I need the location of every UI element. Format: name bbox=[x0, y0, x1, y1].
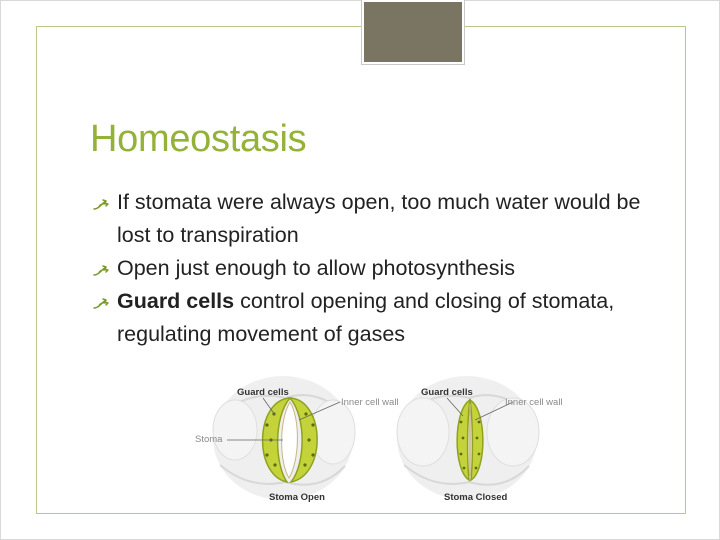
stomata-diagram bbox=[195, 370, 575, 510]
bullet-text: control opening and closing of stomata, regulating movement of gases bbox=[117, 289, 615, 346]
bullet-item bbox=[90, 186, 650, 252]
guard-cells-closed bbox=[457, 400, 483, 480]
accent-bar bbox=[362, 0, 464, 64]
stoma-closed-caption: Stoma Closed bbox=[444, 492, 508, 503]
decorative-swirl-icon bbox=[93, 296, 113, 310]
inner-cell-wall-label-open: Inner cell wall bbox=[341, 397, 399, 408]
slide-title: Homeostasis bbox=[90, 118, 307, 160]
guard-cells-label-open: Guard cells bbox=[237, 387, 289, 398]
inner-cell-wall-label-closed: Inner cell wall bbox=[505, 397, 563, 408]
decorative-swirl-icon bbox=[93, 263, 113, 277]
bullet-text: If stomata were always open, too much water would be lost to transpiration bbox=[117, 190, 641, 247]
bullet-text: Open just enough to allow photosynthesis bbox=[117, 256, 516, 280]
bullet-list bbox=[90, 186, 650, 351]
bullet-item bbox=[90, 252, 650, 285]
bullet-bold-term: Guard cells bbox=[117, 289, 235, 313]
bullet-item bbox=[90, 285, 650, 351]
stoma-open-caption: Stoma Open bbox=[269, 492, 325, 503]
guard-cells-label-closed: Guard cells bbox=[421, 387, 473, 398]
decorative-swirl-icon bbox=[93, 197, 113, 211]
stoma-label: Stoma bbox=[195, 434, 223, 445]
